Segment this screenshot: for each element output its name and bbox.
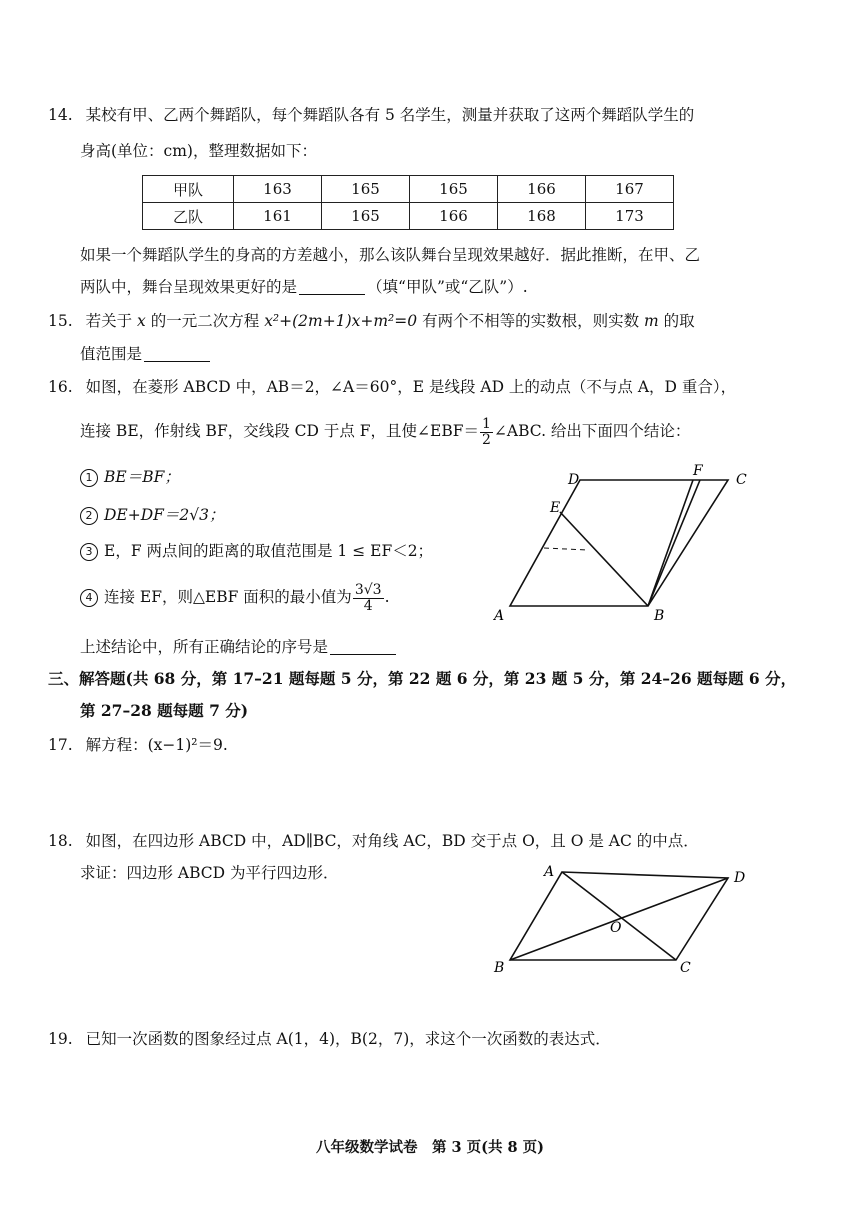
ray-bf [648, 480, 700, 606]
q18-text-1: 如图，在四边形 ABCD 中，AD∥BC，对角线 AC，BD 交于点 O，且 O 是 AC 的中点． [85, 832, 699, 850]
rhombus-abcd [510, 480, 728, 606]
circled-number-1: 1 [80, 469, 98, 487]
table-cell: 165 [322, 203, 410, 230]
height-data-table [142, 175, 674, 230]
row-label-jia: 甲队 [143, 176, 234, 203]
label-d: D [568, 472, 580, 488]
circled-number-4: 4 [80, 589, 98, 607]
q15-line2 [80, 343, 212, 365]
q14-text-4b: （填“甲队”或“乙队”）. [367, 278, 528, 296]
table-cell: 166 [498, 176, 586, 203]
q15-line1 [48, 310, 695, 332]
label-b: B [654, 608, 665, 624]
answer-blank[interactable] [299, 278, 365, 295]
label-d: D [734, 870, 746, 886]
q16-conclusion-1: 1 BE＝BF； [80, 466, 180, 488]
segment-bf-extra [648, 480, 693, 606]
q19-text: 已知一次函数的图象经过点 A(1，4)，B(2，7)，求这个一次函数的表达式． [85, 1030, 611, 1048]
table-cell: 165 [322, 176, 410, 203]
label-a: A [544, 864, 555, 880]
q16-conclusion-4: 4 连接 EF，则△EBF 面积的最小值为 $\frac{3√3}{4}$ . [80, 580, 390, 614]
table-cell: 166 [410, 203, 498, 230]
row-label-yi: 乙队 [143, 203, 234, 230]
q17-line [48, 734, 228, 756]
table-cell: 163 [234, 176, 322, 203]
q16-text-1: 如图，在菱形 ABCD 中，AB＝2，∠A＝60°，E 是线段 AD 上的动点（不与点 A，D 重合）， [85, 378, 737, 396]
q19-line [48, 1028, 611, 1050]
fraction-min-area: $\frac{3√3}{4}$ [354, 581, 382, 614]
q16-conclusion-3: 3 E，F 两点间的距离的取值范围是 1 ≤ EF＜2； [80, 540, 433, 562]
label-b: B [494, 960, 505, 976]
q14-line3: 如果一个舞蹈队学生的身高的方差越小，那么该队舞台呈现效果越好．据此推断，在甲、乙 [80, 246, 701, 264]
q14-line1 [48, 104, 694, 126]
diagonal-ac [562, 872, 676, 960]
table-row [143, 203, 674, 230]
parallelogram-figure [486, 860, 756, 980]
table-cell: 165 [410, 176, 498, 203]
label-a: A [494, 608, 505, 624]
table-cell: 168 [498, 203, 586, 230]
q14-text-4a: 两队中，舞台呈现效果更好的是 [80, 278, 298, 296]
table-row [143, 176, 674, 203]
q16-number: 16. [48, 378, 73, 396]
page-footer: 八年级数学试卷 第 3 页(共 8 页) [315, 1139, 545, 1156]
q16-text-2a: 连接 BE，作射线 BF，交线段 CD 于点 F，且使∠EBF＝ [80, 422, 479, 440]
q16-conclusion-2: 2 DE+DF＝2√3； [80, 504, 225, 526]
table-cell: 173 [586, 203, 674, 230]
q15-text-b: 的一元二次方程 [150, 312, 260, 330]
answer-blank[interactable] [330, 638, 396, 655]
q19-number: 19. [48, 1030, 73, 1048]
q18-number: 18. [48, 832, 73, 850]
q15-text-c: 有两个不相等的实数根，则实数 [422, 312, 640, 330]
fraction-one-half: $\frac{1}{2}$ [481, 415, 491, 448]
section-3-header-2: 第 27–28 题每题 7 分) [80, 701, 249, 720]
q14-line2: 身高(单位：cm)，整理数据如下： [80, 142, 317, 160]
q14-text-1: 某校有甲、乙两个舞蹈队，每个舞蹈队各有 5 名学生，测量并获取了这两个舞蹈队学生的 [85, 106, 695, 124]
q14-number: 14. [48, 106, 73, 124]
q17-number: 17. [48, 736, 73, 754]
q15-equation: x²+(2m+1)x+m²=0 [264, 312, 418, 330]
q16-conclusion-prompt: 上述结论中，所有正确结论的序号是 [80, 636, 398, 658]
circled-number-3: 3 [80, 543, 98, 561]
label-e: E [550, 500, 561, 516]
rhombus-figure [488, 460, 758, 626]
q14-line4 [80, 276, 528, 298]
q15-number: 15. [48, 312, 73, 330]
segment-be [560, 512, 648, 606]
label-f: F [693, 463, 703, 479]
q15-text-2: 值范围是 [80, 345, 143, 363]
table-cell: 167 [586, 176, 674, 203]
q15-text-a: 若关于 [85, 312, 133, 330]
label-o: O [610, 920, 622, 936]
q18-line2: 求证：四边形 ABCD 为平行四边形． [80, 864, 339, 882]
q16-text-2b: ∠ABC. 给出下面四个结论： [493, 422, 691, 440]
label-c: C [680, 960, 691, 976]
label-c: C [736, 472, 747, 488]
circled-number-2: 2 [80, 507, 98, 525]
answer-blank[interactable] [144, 345, 210, 362]
q16-line1 [48, 376, 736, 398]
q16-line2 [80, 414, 690, 448]
section-3-header: 三、解答题(共 68 分，第 17–21 题每题 5 分，第 22 题 6 分，第 23 题 5 分，第 24–26 题每题 6 分， [48, 669, 797, 688]
q15-var-m: m [644, 312, 659, 330]
q18-line1 [48, 830, 699, 852]
diagonal-bd [510, 878, 728, 960]
q15-text-d: 的取 [663, 312, 695, 330]
q15-var-x: x [137, 312, 146, 330]
table-cell: 161 [234, 203, 322, 230]
q17-text: 解方程：(x−1)²＝9. [85, 736, 228, 754]
